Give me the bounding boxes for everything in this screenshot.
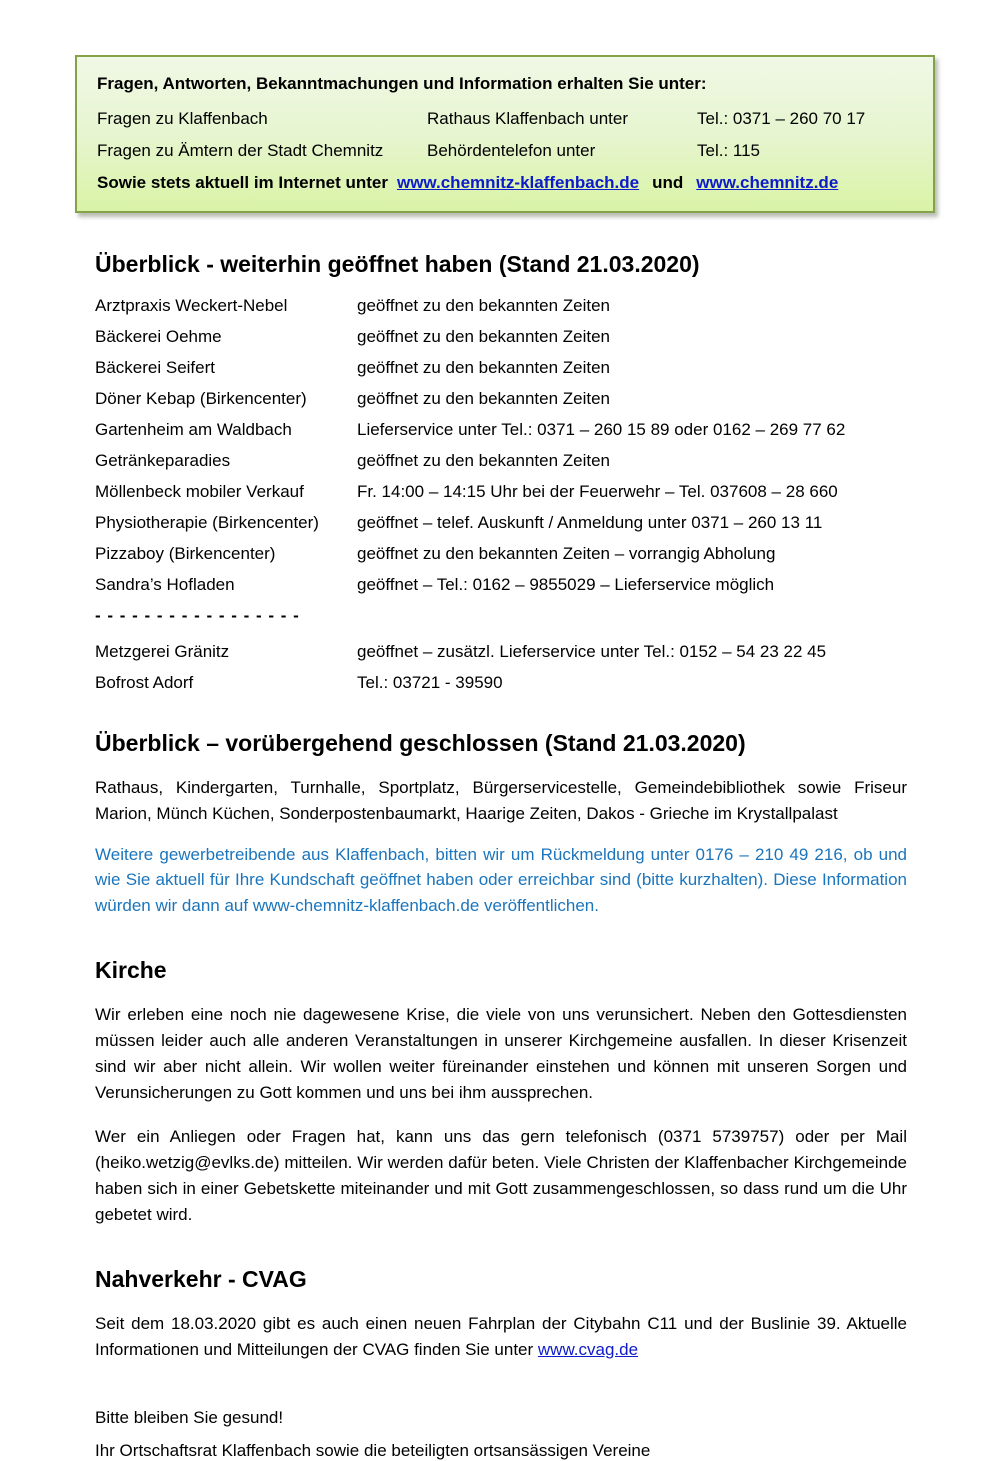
info-box-title: Fragen, Antworten, Bekanntmachungen und Information erhalten Sie unter: (97, 74, 707, 93)
business-status: geöffnet zu den bekannten Zeiten – vorrangig Abholung (357, 544, 776, 563)
business-name: Bofrost Adorf (95, 673, 194, 692)
business-status: geöffnet – Tel.: 0162 – 9855029 – Lieferservice möglich (357, 575, 775, 594)
business-status: geöffnet zu den bekannten Zeiten (357, 389, 610, 408)
link-chemnitz[interactable]: www.chemnitz.de (696, 173, 839, 192)
kirche-paragraph-1: Wir erleben eine noch nie dagewesene Krise, die viele von uns verunsichert. Neben den Gottesdiensten müssen leider auch alle anderen Veranstaltungen in unserer Kirchgemeine ausfallen. In dieser Krisenzeit sind wir aber nicht allein. Wir wollen weiter füreinander einstehen und können mit unseren Sorgen und Verunsicherungen zu Gott kommen und uns bei ihm aussprechen. (95, 1005, 907, 1102)
business-row (95, 420, 907, 439)
info-box-internet-line (97, 173, 913, 193)
business-row (95, 642, 907, 661)
info-row-phone: Tel.: 0371 – 260 70 17 (697, 109, 866, 128)
business-name: Bäckerei Oehme (95, 327, 222, 346)
heading-nahverkehr: Nahverkehr - CVAG (95, 1265, 307, 1292)
business-name: Arztpraxis Weckert-Nebel (95, 296, 288, 315)
business-name: Physiotherapie (Birkencenter) (95, 513, 319, 532)
nahverkehr-paragraph (95, 1311, 907, 1363)
business-status: geöffnet – telef. Auskunft / Anmeldung unter 0371 – 260 13 11 (357, 513, 823, 532)
business-row (95, 389, 907, 408)
internet-line-prefix: Sowie stets aktuell im Internet unter (97, 173, 388, 192)
business-status: geöffnet zu den bekannten Zeiten (357, 451, 610, 470)
info-row-topic: Fragen zu Ämtern der Stadt Chemnitz (97, 141, 384, 160)
info-row-place: Behördentelefon unter (427, 141, 596, 160)
business-status: geöffnet zu den bekannten Zeiten (357, 358, 610, 377)
business-name: Sandra’s Hofladen (95, 575, 235, 594)
business-row (95, 327, 907, 346)
business-name: Gartenheim am Waldbach (95, 420, 292, 439)
business-name: Döner Kebap (Birkencenter) (95, 389, 307, 408)
closed-businesses-text: Rathaus, Kindergarten, Turnhalle, Sportplatz, Bürgerservicestelle, Gemeindebibliothek sowie Friseur Marion, Münch Küchen, Sonderpostenbaumarkt, Haarige Zeiten, Dakos - Grieche im Krystallpalast (95, 778, 907, 823)
business-row (95, 358, 907, 377)
info-box-row-aemter (97, 141, 913, 161)
info-row-phone: Tel.: 115 (697, 141, 761, 160)
link-cvag[interactable]: www.cvag.de (537, 1339, 639, 1359)
newsletter-page (0, 55, 989, 1461)
closing-signature: Ihr Ortschaftsrat Klaffenbach sowie die beteiligten ortsansässigen Vereine (95, 1441, 651, 1461)
business-status: Fr. 14:00 – 14:15 Uhr bei der Feuerwehr – Tel. 037608 – 28 660 (357, 482, 838, 501)
info-box (75, 55, 935, 213)
internet-line-conjunction: und (652, 173, 684, 192)
info-box-row-klaffenbach (97, 109, 913, 129)
business-row (95, 513, 907, 532)
heading-kirche: Kirche (95, 957, 167, 984)
business-name: Getränkeparadies (95, 451, 231, 470)
feedback-notice-text: Weitere gewerbetreibende aus Klaffenbach, bitten wir um Rückmeldung unter 0176 – 210 49 216, ob und wie Sie aktuell für Ihre Kundschaft geöffnet haben oder erreichbar sind (bitte kurzhalten). Diese Information würden wir dann auf www-chemnitz-klaffenbach.de veröffentlichen. (95, 844, 907, 916)
business-row (95, 575, 907, 594)
business-row (95, 451, 907, 470)
business-name: Möllenbeck mobiler Verkauf (95, 482, 304, 501)
info-row-place: Rathaus Klaffenbach unter (427, 109, 628, 128)
business-name: Pizzaboy (Birkencenter) (95, 544, 276, 563)
business-status: geöffnet – zusätzl. Lieferservice unter Tel.: 0152 – 54 23 22 45 (357, 642, 827, 661)
kirche-paragraph-2: Wer ein Anliegen oder Fragen hat, kann uns das gern telefonisch (0371 5739757) oder per Mail (heiko.wetzig@evlks.de) mitteilen. Wir werden dafür beten. Viele Christen der Klaffenbacher Kirchgemeinde haben sich in einer Gebetskette miteinander und mit Gott zusammengeschlossen, so dass rund um die Uhr gebetet wird. (95, 1127, 907, 1224)
heading-open-section: Überblick - weiterhin geöffnet haben (Stand 21.03.2020) (95, 251, 700, 277)
open-business-list-extra (95, 642, 907, 692)
dashed-separator: - - - - - - - - - - - - - - - - - (95, 606, 300, 625)
business-row (95, 296, 907, 315)
business-name: Bäckerei Seifert (95, 358, 215, 377)
business-status: Lieferservice unter Tel.: 0371 – 260 15 89 oder 0162 – 269 77 62 (357, 420, 846, 439)
closing-stay-healthy: Bitte bleiben Sie gesund! (95, 1408, 284, 1428)
document-content (95, 251, 907, 1461)
business-status: geöffnet zu den bekannten Zeiten (357, 327, 610, 346)
link-chemnitz-klaffenbach[interactable]: www.chemnitz-klaffenbach.de (396, 173, 640, 192)
business-row (95, 482, 907, 501)
business-row (95, 673, 907, 692)
info-row-topic: Fragen zu Klaffenbach (97, 109, 268, 128)
nahverkehr-text: Seit dem 18.03.2020 gibt es auch einen neuen Fahrplan der Citybahn C11 und der Buslinie 39. Aktuelle Informationen und Mitteilungen der CVAG finden Sie unter (95, 1313, 907, 1359)
open-business-list (95, 296, 907, 594)
business-name: Metzgerei Gränitz (95, 642, 230, 661)
heading-closed-section: Überblick – vorübergehend geschlossen (Stand 21.03.2020) (95, 730, 746, 756)
business-status: Tel.: 03721 - 39590 (357, 673, 503, 692)
business-status: geöffnet zu den bekannten Zeiten (357, 296, 610, 315)
business-row (95, 544, 907, 563)
